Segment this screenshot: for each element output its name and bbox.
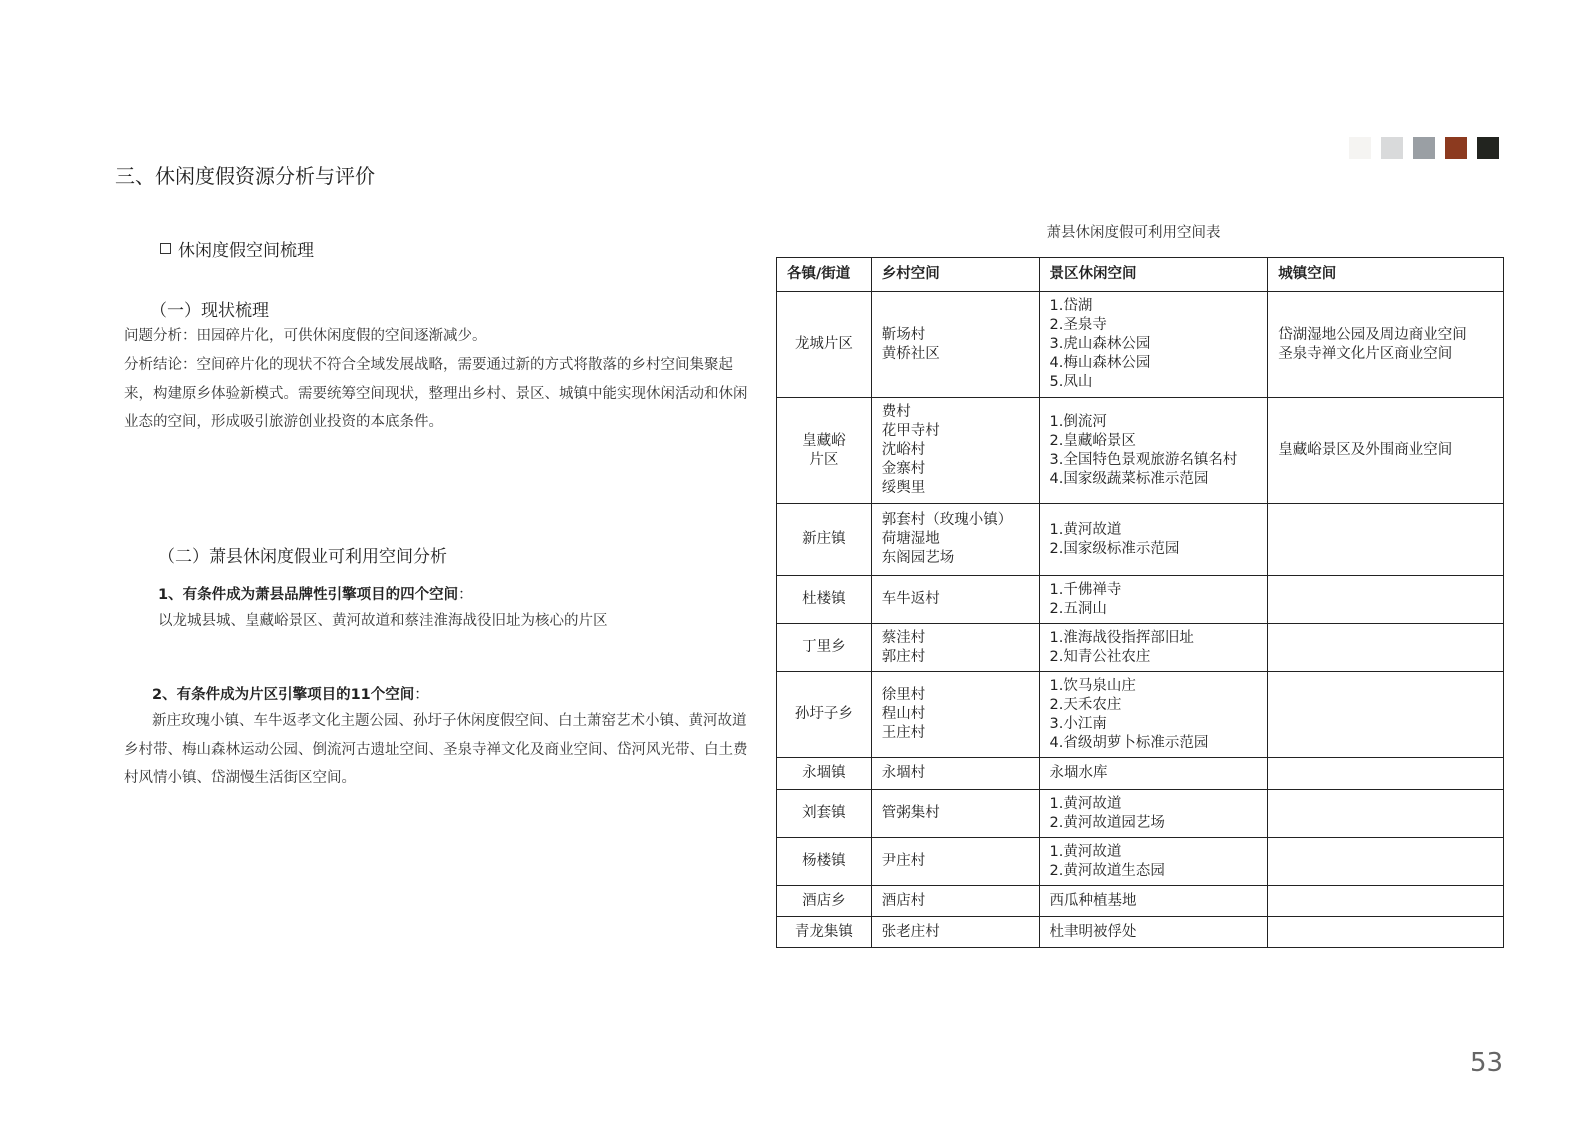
cell-line: 绥舆里 (881, 480, 926, 496)
part1-heading: （一）现状梳理 (150, 301, 269, 321)
town-cell (777, 624, 872, 672)
cell-line: 徐里村 (881, 687, 926, 703)
scenic-space-cell (1039, 838, 1268, 886)
village-space-cell (871, 624, 1039, 672)
village-space-cell (871, 758, 1039, 790)
village-space-cell (871, 292, 1039, 398)
scenic-space-cell (1039, 886, 1268, 917)
cell-line: 杜楼镇 (802, 591, 846, 607)
urban-space-cell (1268, 838, 1504, 886)
table-header-row (777, 258, 1504, 292)
cell-line: 金寨村 (881, 461, 926, 477)
cell-line: 靳场村 (881, 326, 926, 343)
cell-line: 王庄村 (881, 725, 926, 741)
analysis-conclusion: 分析结论：空间碎片化的现状不符合全域发展战略，需要通过新的方式将散落的乡村空间集聚起来，构建原乡体验新模式。需要统筹空间现状，整理出乡村、景区、城镇中能实现休闲活动和休闲业态的空间，形成吸引旅游创业投资的本底条件。 (124, 357, 748, 430)
cell-line: 皇藏峪景区及外围商业空间 (1278, 442, 1453, 458)
urban-space-cell (1268, 672, 1504, 758)
cell-line: 酒店村 (881, 892, 926, 909)
table-row (777, 838, 1504, 886)
table-row (777, 672, 1504, 758)
cell-line: 1.倒流河 (1049, 413, 1107, 430)
color-swatch (1413, 137, 1435, 159)
scenic-space-cell (1039, 758, 1268, 790)
cell-line: 管粥集村 (881, 805, 940, 821)
scenic-space-cell (1039, 576, 1268, 624)
urban-space-cell (1268, 758, 1504, 790)
cell-line: 2.黄河故道园艺场 (1049, 814, 1165, 831)
town-cell (777, 576, 872, 624)
urban-space-cell (1268, 886, 1504, 917)
color-swatch (1445, 137, 1467, 159)
town-cell (777, 886, 872, 917)
color-swatch (1349, 137, 1371, 159)
cell-line: 蔡洼村 (881, 629, 926, 646)
urban-space-cell (1268, 790, 1504, 838)
cell-line: 郭套村（玫瑰小镇） (881, 512, 1013, 528)
village-space-cell (871, 886, 1039, 917)
town-cell (777, 672, 872, 758)
cell-line: 费村 (881, 404, 911, 420)
table-row (777, 790, 1504, 838)
cell-line: 2.天禾农庄 (1049, 696, 1122, 713)
cell-line: 2.圣泉寺 (1049, 317, 1107, 333)
problem-analysis: 问题分析：田园碎片化，可供休闲度假的空间逐渐减少。 (124, 328, 487, 344)
header-scenic-space: 景区休闲空间 (1039, 258, 1268, 292)
color-swatches (1349, 137, 1499, 159)
town-cell (777, 790, 872, 838)
header-village-space: 乡村空间 (871, 258, 1039, 292)
cell-line: 3.小江南 (1049, 715, 1107, 732)
cell-line: 1.黄河故道 (1049, 843, 1122, 860)
scenic-space-cell (1039, 398, 1268, 504)
cell-line: 车牛返村 (881, 591, 940, 607)
cell-line: 圣泉寺禅文化片区商业空间 (1278, 345, 1453, 362)
point1-title-colon: ： (458, 587, 473, 603)
point2-title (152, 683, 429, 704)
village-space-cell (871, 576, 1039, 624)
cell-line: 花甲寺村 (881, 423, 940, 439)
cell-line: 片区 (809, 451, 839, 468)
village-space-cell (871, 504, 1039, 576)
subsection-title-text: 休闲度假空间梳理 (178, 241, 314, 261)
point1-text: 以龙城县城、皇藏峪景区、黄河故道和蔡洼淮海战役旧址为核心的片区 (158, 613, 608, 629)
table-row (777, 917, 1504, 948)
cell-line: 2.国家级标准示范园 (1049, 540, 1180, 557)
urban-space-cell (1268, 576, 1504, 624)
point2-title-colon: ： (414, 687, 429, 703)
cell-line: 永堌水库 (1049, 765, 1108, 781)
cell-line: 尹庄村 (881, 853, 926, 869)
cell-line: 5.凤山 (1049, 374, 1093, 390)
color-swatch (1381, 137, 1403, 159)
table-row (777, 576, 1504, 624)
cell-line: 青龙集镇 (794, 923, 853, 940)
cell-line: 3.全国特色景观旅游名镇名村 (1049, 451, 1238, 468)
cell-line: 沈峪村 (881, 442, 926, 458)
cell-line: 1.黄河故道 (1049, 795, 1122, 812)
town-cell (777, 758, 872, 790)
cell-line: 东阁园艺场 (881, 550, 955, 566)
cell-line: 荷塘湿地 (881, 531, 940, 547)
cell-line: 程山村 (881, 706, 926, 722)
cell-line: 2.黄河故道生态园 (1049, 862, 1165, 879)
scenic-space-cell (1039, 504, 1268, 576)
cell-line: 4.省级胡萝卜标准示范园 (1049, 734, 1209, 751)
scenic-space-cell (1039, 624, 1268, 672)
cell-line: 黄桥社区 (881, 345, 940, 362)
subsection-title (160, 236, 314, 261)
village-space-cell (871, 672, 1039, 758)
scenic-space-cell (1039, 672, 1268, 758)
town-cell (777, 398, 872, 504)
cell-line: 杜聿明被俘处 (1049, 923, 1137, 940)
cell-line: 1.饮马泉山庄 (1049, 677, 1136, 694)
point2-text: 新庄玫瑰小镇、车牛返孝文化主题公园、孙圩子休闲度假空间、白土萧窑艺术小镇、黄河故道乡村带、梅山森林运动公园、倒流河古遗址空间、圣泉寺禅文化及商业空间、岱河风光带、白土费村风情小镇、岱湖慢生活街区空间。 (124, 713, 748, 786)
cell-line: 1.岱湖 (1049, 298, 1093, 314)
urban-space-cell (1268, 398, 1504, 504)
cell-line: 皇藏峪 (802, 432, 846, 449)
header-town: 各镇/街道 (777, 258, 872, 292)
point1-title-text: 1、有条件成为萧县品牌性引擎项目的四个空间 (158, 587, 459, 603)
color-swatch (1477, 137, 1499, 159)
cell-line: 张老庄村 (881, 923, 940, 940)
table-row (777, 624, 1504, 672)
table-row (777, 886, 1504, 917)
scenic-space-cell (1039, 917, 1268, 948)
square-bullet-icon (160, 243, 171, 254)
cell-line: 丁里乡 (802, 639, 846, 655)
urban-space-cell (1268, 504, 1504, 576)
cell-line: 郭庄村 (881, 648, 926, 665)
village-space-cell (871, 917, 1039, 948)
header-urban-space: 城镇空间 (1268, 258, 1504, 292)
cell-line: 永堌镇 (802, 765, 846, 781)
village-space-cell (871, 790, 1039, 838)
cell-line: 龙城片区 (794, 336, 853, 352)
cell-line: 孙圩子乡 (794, 706, 853, 722)
cell-line: 刘套镇 (802, 805, 846, 821)
section-title: 三、休闲度假资源分析与评价 (115, 164, 375, 188)
cell-line: 2.知青公社农庄 (1049, 648, 1151, 665)
cell-line: 西瓜种植基地 (1049, 892, 1137, 909)
urban-space-cell (1268, 624, 1504, 672)
town-cell (777, 504, 872, 576)
village-space-cell (871, 838, 1039, 886)
point1-title (158, 583, 473, 604)
town-cell (777, 838, 872, 886)
part2-heading: （二）萧县休闲度假业可利用空间分析 (158, 547, 447, 567)
cell-line: 1.黄河故道 (1049, 521, 1122, 538)
cell-line: 4.梅山森林公园 (1049, 355, 1151, 371)
leisure-space-table (776, 257, 1504, 948)
town-cell (777, 292, 872, 398)
urban-space-cell (1268, 292, 1504, 398)
table-row (777, 398, 1504, 504)
table-row (777, 758, 1504, 790)
scenic-space-cell (1039, 790, 1268, 838)
cell-line: 永堌村 (881, 765, 926, 781)
cell-line: 2.皇藏峪景区 (1049, 432, 1136, 449)
cell-line: 杨楼镇 (802, 853, 846, 869)
page-number: 53 (1470, 1048, 1504, 1078)
cell-line: 酒店乡 (802, 892, 846, 909)
cell-line: 岱湖湿地公园及周边商业空间 (1278, 326, 1467, 343)
table-row (777, 504, 1504, 576)
scenic-space-cell (1039, 292, 1268, 398)
table-row (777, 292, 1504, 398)
cell-line: 1.千佛禅寺 (1049, 581, 1122, 598)
urban-space-cell (1268, 917, 1504, 948)
cell-line: 2.五洞山 (1049, 600, 1107, 617)
cell-line: 3.虎山森林公园 (1049, 336, 1151, 352)
point2-title-text: 2、有条件成为片区引擎项目的11个空间 (152, 687, 415, 703)
village-space-cell (871, 398, 1039, 504)
cell-line: 4.国家级蔬菜标准示范园 (1049, 470, 1209, 487)
table-caption: 萧县休闲度假可利用空间表 (1046, 225, 1221, 241)
cell-line: 新庄镇 (802, 531, 846, 547)
town-cell (777, 917, 872, 948)
cell-line: 1.淮海战役指挥部旧址 (1049, 629, 1194, 646)
